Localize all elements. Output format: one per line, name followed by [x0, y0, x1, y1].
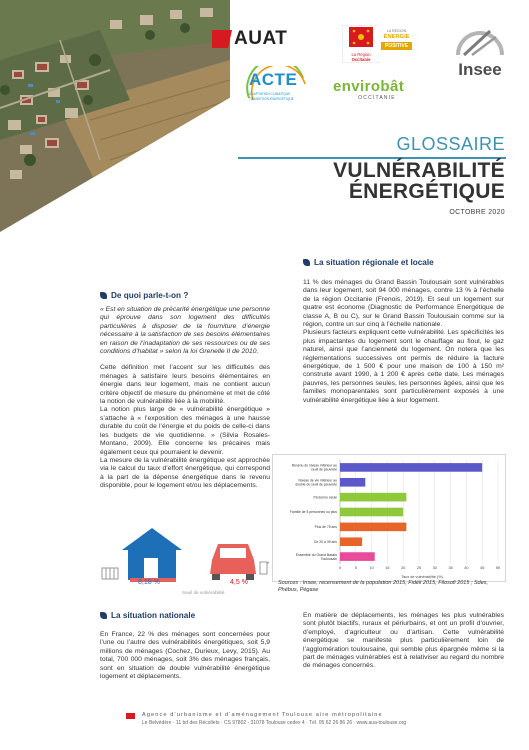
- insee-mark-icon: [450, 25, 510, 59]
- chart-category-label: Personne seule: [313, 495, 337, 500]
- national-p1: En France, 22 % des ménages sont concernées pour l’une ou l’autre des vulnérabilités énergétiques, soit 5,9 millions de ménages (Cochez, Durieux, Levy, 2015). Au total, 700 000 ménages, soit 3% des ménages français, sont en situation de double vulnérabilité énergétique logement et déplacements.: [100, 631, 270, 681]
- acte-sub1: ADAPTATION CLIMATIQUE: [249, 92, 291, 96]
- footer-agency: Agence d’urbanisme et d’aménagement Toulouse aire métropolitaine: [142, 712, 383, 718]
- definition-p2: La notion plus large de « vulnérabilité énergétique » s’attache à « l’exposition des ménages à une hausse durable du coût de l’énergie et du poids de celle-ci dans les budgets de vie quotidienne. » (Silvia Rosales-Montano, 2009). Elle concerne les précaires mais également ceux qui pourraient le devenir.: [100, 406, 270, 456]
- chart-x-axis-label: Taux de vulnérabilité (%): [401, 575, 443, 579]
- car-percentage: 4,5 %: [230, 579, 248, 586]
- title-line-1: VULNÉRABILITÉ: [333, 159, 505, 182]
- heading-bullet-icon: [303, 259, 310, 266]
- chart-x-tick-label: 10: [369, 566, 374, 570]
- chart-category-label: De 20 à 39 ans: [314, 539, 337, 544]
- regional-body-2: [303, 612, 504, 671]
- chart-bar: [340, 523, 406, 532]
- acte-text: ACTE: [249, 70, 298, 89]
- definition-p1: Cette définition met l’accent sur les difficultés des ménages à satisfaire leurs besoins élémentaires en énergie dans leur logement, mais ne contient aucun critère objectif de mesure du phénomène et met de côté la notion de vulnérabilité liée à la mobilité.: [100, 364, 270, 406]
- definition-quote: « Est en situation de précarité énergétique une personne qui éprouve dans son logement des difficultés particulières à disposer de la fourniture d’énergie nécessaire à la satisfaction de ses besoins élémentaires en raison de l’inadaptation de ses ressources ou de ses conditions d’habitat » selon la loi Grenelle II de 2010.: [100, 306, 270, 356]
- chart-x-tick-label: 40: [464, 566, 469, 570]
- region-main: La Région: [351, 52, 371, 57]
- heading-bullet-icon: [100, 612, 107, 619]
- heading-text: De quoi parle-t-on ?: [111, 291, 189, 300]
- acte-logo: [243, 66, 309, 104]
- footer-address: Le Belvédère · 11 bd des Récollets · CS 97802 · 31078 Toulouse cedex 4 · Tél. 05 62 26 86 26 · www.aua-toulouse.org: [142, 720, 407, 726]
- publication-date: OCTOBRE 2020: [449, 209, 505, 216]
- region-occitanie-logo: [342, 25, 414, 61]
- threshold-caption: Seuil de vulnérabilité: [182, 590, 225, 595]
- chart-bar: [340, 478, 365, 487]
- occitan-cross-icon: [343, 26, 379, 48]
- house-percentage: 8,18 %: [138, 579, 160, 586]
- section-heading-regional: [303, 258, 434, 267]
- badge-main: ÉNERGIE: [383, 34, 410, 40]
- auat-logo: [212, 28, 310, 50]
- badge-top: LA RÉGION: [386, 29, 407, 33]
- regional-p2: Plusieurs facteurs expliquent cette vulnérabilité. Les spécificités les plus impactantes du logement sont le chauffage au fioul, le gaz naturel, ainsi que l’ancienneté du logement. On notera que les réglementations successives ont permis de réduire la facture énergétique, de 1 500 € pour une maison de 100 à 150 m² construite avant 1990, à 1 200 € après cette date. Les ménages pauvres, les personnes seules, les personnes âgées, ainsi que les familles monoparentales sont particulièrement exposés à une vulnérabilité énergétique liée à leur logement.: [303, 329, 504, 404]
- chart-bar: [340, 552, 375, 561]
- national-body: [100, 631, 270, 681]
- chart-bar: [340, 493, 406, 502]
- chart-source: Sources : Insee, recensement de la population 2015, Fidéli 2015, Filosofi 2015 ; Sdes, Phébus, Pégase: [278, 580, 489, 593]
- region-logo-block: [342, 25, 380, 63]
- auat-logo-text: AUAT: [234, 28, 288, 49]
- regional-body: [303, 279, 504, 405]
- heading-bullet-icon: [100, 292, 107, 299]
- badge-bottom: POSITIVE: [381, 42, 412, 50]
- chart-category-label: Revenu du niveau inférieur au seuil de pauvreté: [291, 463, 337, 472]
- chart-x-tick-label: 35: [448, 566, 453, 570]
- insee-logo: [450, 25, 510, 81]
- chart-category-label: Ensemble du Grand Bassin Toulousain: [295, 552, 337, 561]
- chart-category-label: Niveau de vie inférieur au double du seuil de pauvreté: [295, 478, 337, 487]
- chart-bar: [340, 508, 403, 517]
- chart-frame: [273, 455, 506, 582]
- insee-text: Insee: [458, 60, 502, 79]
- vulnerability-bar-chart: [272, 454, 506, 582]
- envirobat-sub: OCCITANIE: [358, 95, 396, 101]
- chart-bar: [340, 463, 482, 472]
- definition-p3: La mesure de la vulnérabilité énergétique est approchée via le calcul du taux d’effort énergétique, qui correspond à la part de la dépense énergétique dans le revenu disponible, pour le logement et/ou les déplacements.: [100, 456, 270, 490]
- definition-body: [100, 306, 270, 491]
- envirobat-logo: [333, 78, 421, 106]
- vulnerability-threshold-illustration: [100, 526, 270, 606]
- chart-x-tick-label: 20: [401, 566, 406, 570]
- region-logo-text: [343, 53, 379, 62]
- regional-p1: 11 % des ménages du Grand Bassin Toulousain sont vulnérables dans leur logement, soit 94 000 ménages, contre 13 % à l’échelle de la région Occitanie (Frenois, 2019). Et seul un logement sur quatre est économe (Diagnostic de Performance Energétique de classe A, B ou C), sur le Grand Bassin Toulousain comme sur la région, contre un sur cinq à l’échelle nationale.: [303, 279, 504, 329]
- glossaire-kicker: GLOSSAIRE: [396, 134, 505, 154]
- section-heading-definition: [100, 291, 188, 300]
- heading-text: La situation nationale: [111, 611, 196, 620]
- chart-category-label: Famille de 5 personnes ou plus: [289, 510, 337, 515]
- chart-x-tick-label: 50: [495, 566, 501, 570]
- chart-x-tick-label: 30: [432, 566, 437, 570]
- page-title: [333, 160, 505, 202]
- section-heading-national: [100, 611, 195, 620]
- chart-x-tick-label: 5: [354, 566, 357, 570]
- envirobat-text: envirobât: [333, 78, 405, 95]
- heading-text: La situation régionale et locale: [314, 258, 434, 267]
- regional-p3: En matière de déplacements, les ménages les plus vulnérables sont plutôt biactifs, ruraux et périurbains, et ont un profil d’ouvrier, d’employé, d’agriculteur ou d’artisan. Cette vulnérabilité énergétique se manifeste plus particulièrement loin de l’agglomération toulousaine, qui semble plus épargnée même si la part de ménages vulnérables est à relativiser au regard du nombre de ménages concernés.: [303, 612, 504, 670]
- energie-positive-badge: [379, 25, 414, 61]
- title-line-2: ÉNERGÉTIQUE: [348, 180, 505, 203]
- aerial-photo: [0, 0, 230, 232]
- chart-x-tick-label: 45: [480, 566, 485, 570]
- region-sub: Occitanie: [351, 56, 371, 62]
- chart-x-tick-label: 25: [416, 566, 422, 570]
- chart-x-tick-label: 15: [385, 566, 390, 570]
- chart-category-label: Plus de 75 ans: [314, 525, 337, 530]
- footer-logo-mark: [126, 713, 135, 719]
- acte-sub2: TRANSITION ÉNERGÉTIQUE: [249, 97, 294, 101]
- chart-x-tick-label: 0: [338, 566, 342, 570]
- chart-bar: [340, 537, 362, 546]
